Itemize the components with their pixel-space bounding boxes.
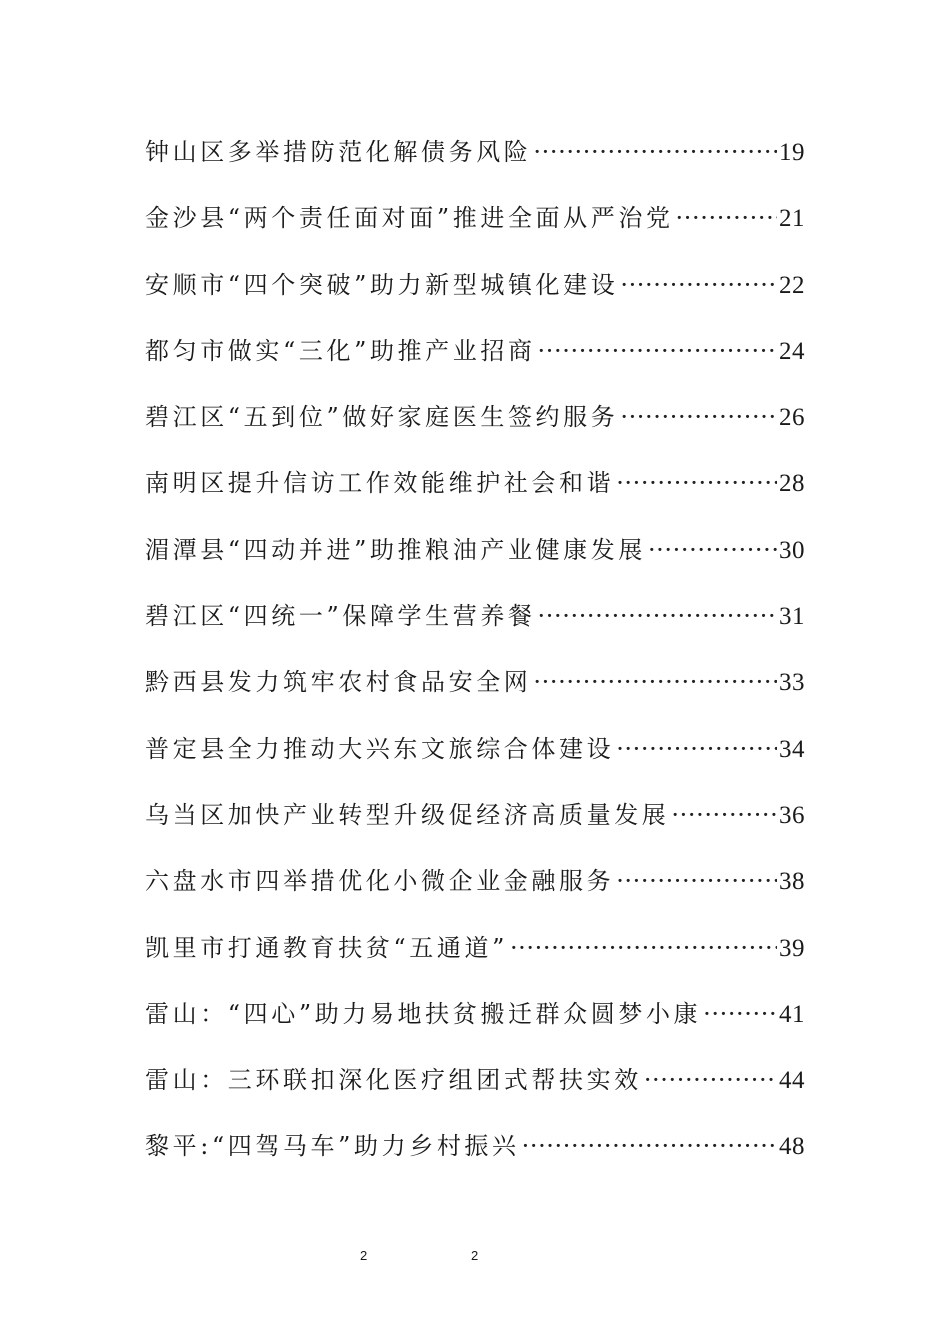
toc-entry[interactable] (145, 524, 805, 590)
page-number-right: 2 (471, 1248, 479, 1263)
toc-dot-leader (616, 855, 777, 907)
toc-entry[interactable] (145, 192, 805, 258)
toc-entry[interactable] (145, 126, 805, 192)
toc-entry-page: 24 (779, 337, 805, 365)
toc-entry[interactable] (145, 723, 805, 789)
toc-entry-page: 39 (779, 934, 805, 962)
toc-dot-leader (648, 524, 777, 576)
toc-dot-leader (510, 922, 777, 974)
toc-dot-leader (533, 126, 777, 178)
toc-entry-page: 36 (779, 801, 805, 829)
toc-entry[interactable] (145, 1120, 805, 1186)
toc-entry[interactable] (145, 855, 805, 921)
toc-entry-page: 41 (779, 1000, 805, 1028)
toc-dot-leader (644, 1054, 777, 1106)
toc-entry-title: 六盘水市四举措优化小微企业金融服务 (145, 867, 615, 896)
toc-entry-page: 30 (779, 536, 805, 564)
toc-dot-leader (538, 325, 777, 377)
toc-entry-title: 黔西县发力筑牢农村食品安全网 (145, 668, 532, 697)
page-number-left: 2 (360, 1248, 368, 1263)
toc-entry[interactable] (145, 656, 805, 722)
toc-entry-title: 碧江区“四统一”保障学生营养餐 (145, 602, 536, 631)
toc-entry-title: 雷山：“四心”助力易地扶贫搬迁群众圆梦小康 (145, 999, 702, 1028)
toc-entry[interactable] (145, 325, 805, 391)
toc-entry-title: 雷山：三环联扣深化医疗组团式帮扶实效 (145, 1066, 642, 1095)
toc-entry-page: 33 (779, 669, 805, 697)
toc-dot-leader (676, 192, 777, 244)
toc-entry-title: 都匀市做实“三化”助推产业招商 (145, 336, 536, 365)
toc-entry[interactable] (145, 789, 805, 855)
toc-entry-page: 19 (779, 139, 805, 166)
toc-entry-page: 44 (779, 1067, 805, 1095)
toc-dot-leader (620, 391, 777, 443)
toc-entry-page: 48 (779, 1133, 805, 1161)
toc-entry-page: 21 (779, 205, 805, 233)
page-footer (0, 1248, 950, 1268)
toc-dot-leader (671, 789, 777, 841)
toc-entry-title: 黎平:“四驾马车”助力乡村振兴 (145, 1132, 520, 1161)
toc-entry-page: 26 (779, 404, 805, 432)
toc-dot-leader (620, 259, 777, 311)
toc-entry[interactable] (145, 259, 805, 325)
toc-entry-page: 28 (779, 470, 805, 498)
toc-entry-title: 碧江区“五到位”做好家庭医生签约服务 (145, 403, 619, 432)
toc-entry[interactable] (145, 922, 805, 988)
toc-entry[interactable] (145, 590, 805, 656)
toc-entry-page: 38 (779, 868, 805, 896)
toc-dot-leader (533, 656, 777, 708)
toc-dot-leader (616, 723, 777, 775)
toc-entry[interactable] (145, 457, 805, 523)
toc-entry-title: 凯里市打通教育扶贫“五通道” (145, 933, 508, 962)
toc-entry-title: 金沙县“两个责任面对面”推进全面从严治党 (145, 204, 674, 233)
toc-entry-title: 钟山区多举措防范化解债务风险 (145, 138, 532, 166)
toc-entry[interactable] (145, 391, 805, 457)
toc-entry-page: 31 (779, 603, 805, 631)
toc-entry-page: 22 (779, 271, 805, 299)
toc-entry[interactable] (145, 1054, 805, 1120)
toc-dot-leader (703, 988, 777, 1040)
toc-entry-title: 安顺市“四个突破”助力新型城镇化建设 (145, 270, 619, 299)
toc-entry-title: 乌当区加快产业转型升级促经济高质量发展 (145, 800, 670, 829)
table-of-contents (145, 126, 805, 1187)
toc-entry-page: 34 (779, 735, 805, 763)
toc-entry-title: 湄潭县“四动并进”助推粮油产业健康发展 (145, 535, 646, 564)
toc-entry[interactable] (145, 988, 805, 1054)
toc-dot-leader (616, 457, 777, 509)
toc-entry-title: 普定县全力推动大兴东文旅综合体建设 (145, 734, 615, 763)
toc-entry-title: 南明区提升信访工作效能维护社会和谐 (145, 469, 615, 498)
toc-dot-leader (538, 590, 777, 642)
toc-dot-leader (522, 1120, 777, 1172)
